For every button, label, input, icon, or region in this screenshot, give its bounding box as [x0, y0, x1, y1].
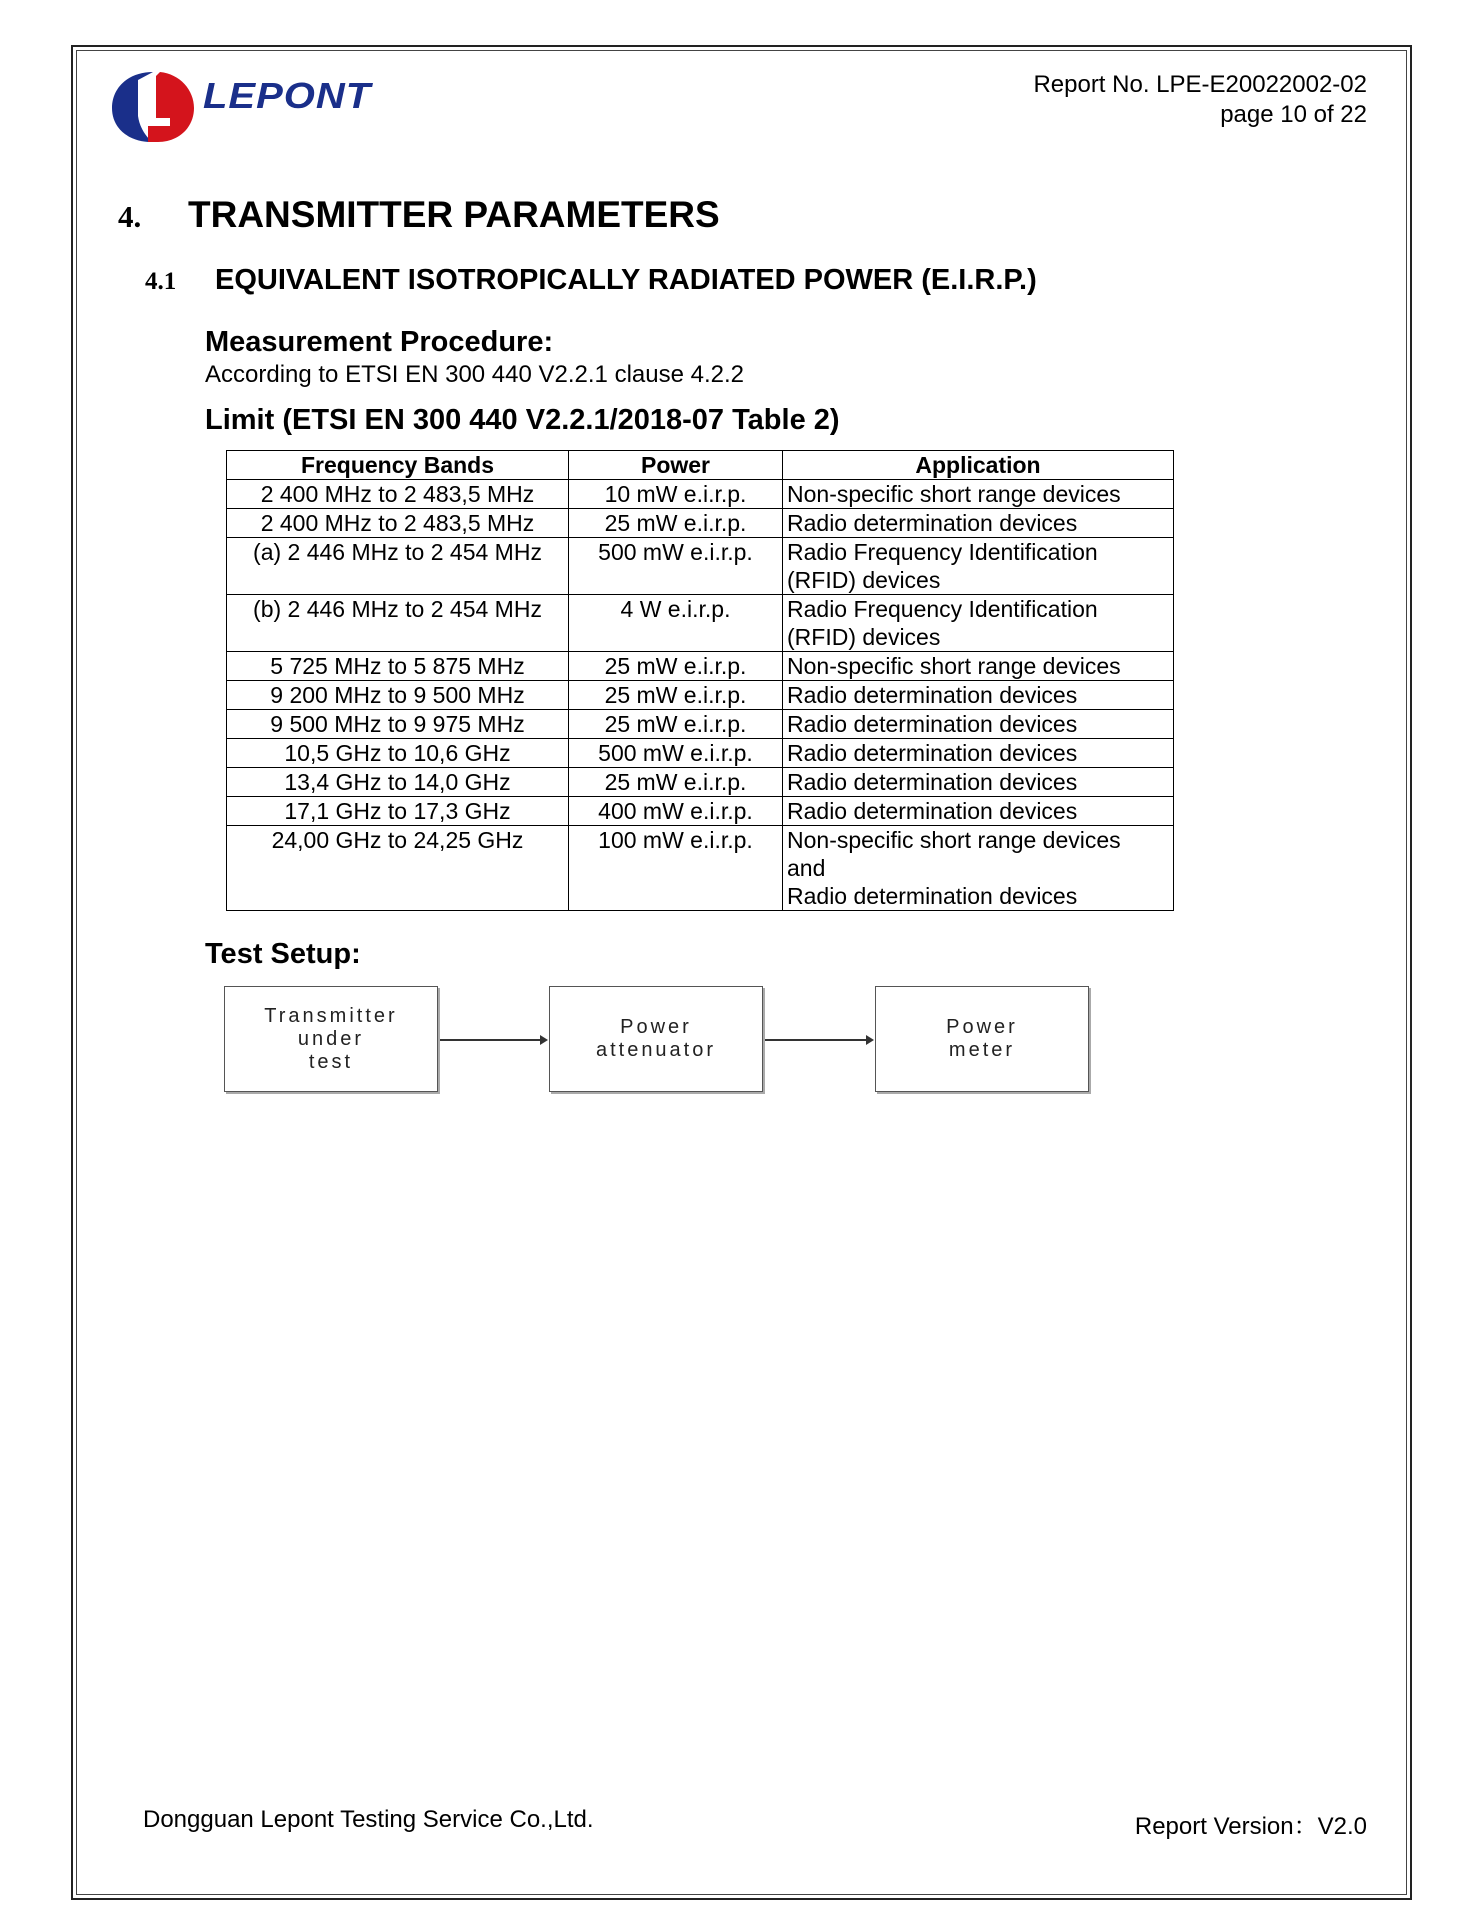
frequency-cell: 2 400 MHz to 2 483,5 MHz: [227, 480, 569, 509]
table-row: [227, 797, 1174, 826]
frequency-cell: (b) 2 446 MHz to 2 454 MHz: [227, 595, 569, 652]
power-cell: 25 mW e.i.r.p.: [569, 681, 783, 710]
frequency-cell: 17,1 GHz to 17,3 GHz: [227, 797, 569, 826]
power-cell: 25 mW e.i.r.p.: [569, 710, 783, 739]
frequency-cell: 10,5 GHz to 10,6 GHz: [227, 739, 569, 768]
power-cell: 500 mW e.i.r.p.: [569, 538, 783, 595]
report-number: Report No. LPE-E20022002-02: [1033, 71, 1367, 98]
column-header: Frequency Bands: [227, 451, 569, 480]
application-cell: Radio Frequency Identification (RFID) devices: [783, 538, 1174, 595]
application-cell: Non-specific short range devices: [783, 652, 1174, 681]
application-cell: Non-specific short range devices and Radio determination devices: [783, 826, 1174, 911]
application-cell: Radio determination devices: [783, 797, 1174, 826]
power-cell: 25 mW e.i.r.p.: [569, 652, 783, 681]
power-cell: 25 mW e.i.r.p.: [569, 509, 783, 538]
transmitter-box: Transmitter under test: [224, 986, 438, 1092]
arrow-to-attenuator: [440, 1039, 546, 1041]
power-cell: 10 mW e.i.r.p.: [569, 480, 783, 509]
power-meter-box: Power meter: [875, 986, 1089, 1092]
footer-company: Dongguan Lepont Testing Service Co.,Ltd.: [143, 1806, 594, 1833]
column-header: Power: [569, 451, 783, 480]
column-header: Application: [783, 451, 1174, 480]
limit-table: [226, 450, 1174, 911]
application-cell: Radio determination devices: [783, 681, 1174, 710]
table-row: [227, 595, 1174, 652]
table-row: [227, 480, 1174, 509]
power-cell: 400 mW e.i.r.p.: [569, 797, 783, 826]
table-row: [227, 826, 1174, 911]
application-cell: Radio determination devices: [783, 739, 1174, 768]
frequency-cell: 13,4 GHz to 14,0 GHz: [227, 768, 569, 797]
application-cell: Radio determination devices: [783, 509, 1174, 538]
lepont-logo-icon: [108, 66, 198, 146]
application-cell: Radio Frequency Identification (RFID) devices: [783, 595, 1174, 652]
section-title: TRANSMITTER PARAMETERS: [188, 194, 720, 235]
setup-heading: Test Setup:: [205, 938, 361, 970]
subsection-heading: [145, 264, 1037, 297]
frequency-cell: 9 500 MHz to 9 975 MHz: [227, 710, 569, 739]
subsection-number: 4.1: [145, 268, 177, 295]
table-row: [227, 538, 1174, 595]
logo-wordmark: LEPONT: [203, 76, 372, 116]
application-cell: Non-specific short range devices: [783, 480, 1174, 509]
footer-version: Report Version：V2.0: [1134, 1813, 1367, 1840]
frequency-cell: 9 200 MHz to 9 500 MHz: [227, 681, 569, 710]
report-header: [1033, 70, 1367, 130]
frequency-cell: 2 400 MHz to 2 483,5 MHz: [227, 509, 569, 538]
table-row: [227, 739, 1174, 768]
limit-heading: Limit (ETSI EN 300 440 V2.2.1/2018-07 Table 2): [205, 404, 840, 436]
table-row: [227, 652, 1174, 681]
table-row: [227, 681, 1174, 710]
section-heading: [118, 194, 720, 236]
table-header-row: [227, 451, 1174, 480]
subsection-title: EQUIVALENT ISOTROPICALLY RADIATED POWER (E.I.R.P.): [215, 264, 1037, 296]
power-cell: 500 mW e.i.r.p.: [569, 739, 783, 768]
procedure-heading: Measurement Procedure:: [205, 326, 554, 358]
application-cell: Radio determination devices: [783, 768, 1174, 797]
page-number: page 10 of 22: [1220, 101, 1367, 128]
frequency-cell: (a) 2 446 MHz to 2 454 MHz: [227, 538, 569, 595]
company-logo: [108, 66, 408, 146]
attenuator-box: Power attenuator: [549, 986, 763, 1092]
frequency-cell: 24,00 GHz to 24,25 GHz: [227, 826, 569, 911]
power-cell: 100 mW e.i.r.p.: [569, 826, 783, 911]
application-cell: Radio determination devices: [783, 710, 1174, 739]
power-cell: 25 mW e.i.r.p.: [569, 768, 783, 797]
table-row: [227, 509, 1174, 538]
table-row: [227, 710, 1174, 739]
power-cell: 4 W e.i.r.p.: [569, 595, 783, 652]
table-row: [227, 768, 1174, 797]
section-number: 4.: [118, 199, 142, 234]
procedure-text: According to ETSI EN 300 440 V2.2.1 clause 4.2.2: [205, 361, 744, 388]
frequency-cell: 5 725 MHz to 5 875 MHz: [227, 652, 569, 681]
arrow-to-meter: [765, 1039, 872, 1041]
